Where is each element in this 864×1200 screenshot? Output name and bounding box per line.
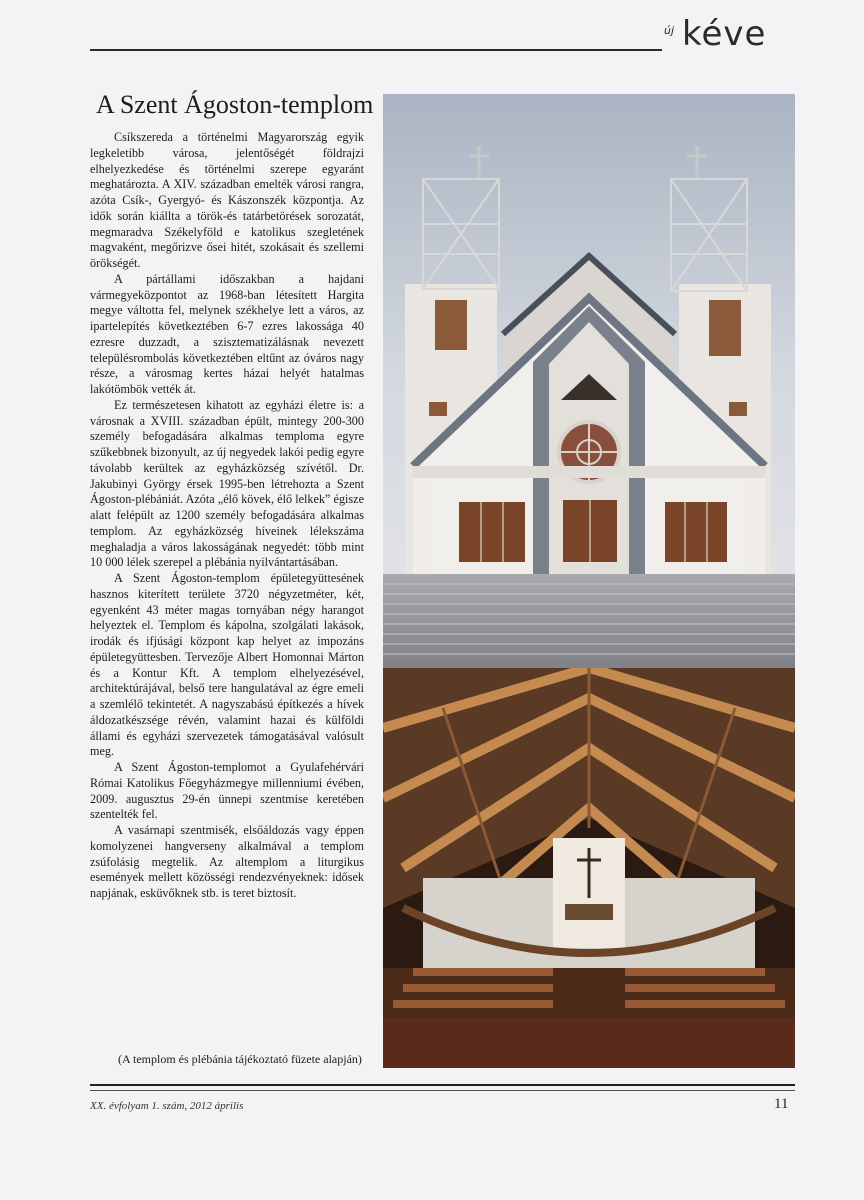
- article-source: (A templom és plébánia tájékoztató füzete alapján): [118, 1052, 362, 1066]
- header-rule: [90, 49, 662, 51]
- church-interior-photo: [383, 668, 795, 1068]
- page-number: 11: [774, 1096, 789, 1112]
- article-paragraph: Csíkszereda a történelmi Magyarország egyik legkeletibb városa, jelentőségét földrajzi elhelyezkedése és történelmi szerepe egyaránt meghatározta. A XIV. században emelték városi rangra, azóta Csík-, Gyergyó- és Kászonszék központja. Az idők során kiállta a török-és tatárbetörések sorozatát, megmaradva Székelyföld e katolikus szegletének magvaként, megőrizve ősei hitét, szokásait és szellemi örökségét.: [90, 130, 364, 270]
- footer-rule-thin: [90, 1090, 795, 1091]
- issue-info: XX. évfolyam 1. szám, 2012 április: [90, 1100, 244, 1112]
- article-paragraph: A Szent Ágoston-templom épületegyüttesének hasznos kiterített területe 3720 négyzetméter, két, egyenként 43 méter magas tornyában négy harangot helyeztek el. Templom és kápolna, szolgálati lakások, irodák és ifjúsági központ kap helyet az impozáns épületegyüttesben. Tervezője Albert Homonnai Márton és a Kontur Kft. A templom elhelyezésével, architektúrájával, belső tere hangulatával az égre emeli a szemlélő tekintetét. A nagyszabású építkezés a hívek áldozatkészsége révén, valamint hazai és külföldi állami és egyházi szervezetek támogatásával valósult meg.: [90, 571, 364, 759]
- logo-main-text: kéve: [682, 14, 767, 54]
- article-paragraph: A Szent Ágoston-templomot a Gyulafehérvári Római Katolikus Főegyházmegye millenniumi évében, 2009. augusztus 29-én ünnepi szentmise keretében szentelték fel.: [90, 760, 364, 822]
- article-paragraph: A pártállami időszakban a hajdani vármegyeközpontot az 1968-ban létesített Hargita megye váltotta fel, melynek székhelye lett a város, az ipartelepítés következtében 6-7 ezres lakossága 40 ezresre duzzadt, a szisztematizálásnak nevezett településrombolás következtében eltűnt az óváros nagy része, a városmag kertes házai helyét hatalmas lakótömbök vették át.: [90, 271, 364, 396]
- article-title: A Szent Ágoston-templom: [96, 90, 374, 119]
- magazine-logo: [664, 14, 794, 62]
- logo-small-text: új: [664, 24, 675, 37]
- article-paragraph: Ez természetesen kihatott az egyházi életre is: a városnak a XVIII. században épült, mintegy 200-300 személy befogadására alkalmas temploma egyre szűkebbnek bizonyult, az új negyedek lakói pedig egyre távolabb kerültek az egyházközség szívétől. Dr. Jakubinyi György érsek 1995-ben létrehozta a Szent Ágoston-plébániát. Azóta „élő kövek, élő lelkek” égisze alatt felépült az 1200 személy befogadására alkalmas templom. Az egyházközség híveinek lélekszáma meghaladja a város lakosságának negyedét: több mint 10 000 lélek szerepel a plébánia nyilvántartásában.: [90, 397, 364, 570]
- church-exterior-photo: [383, 94, 795, 668]
- article-body: [90, 130, 364, 902]
- article-paragraph: A vasárnapi szentmisék, elsőáldozás vagy éppen komolyzenei hangverseny alkalmával a templom zsúfolásig megtelik. Az altemplom a liturgikus események mellett közösségi rendezvényeknek: idősek napjának, esküvőknek stb. is teret biztosít.: [90, 823, 364, 900]
- footer-rule: [90, 1084, 795, 1086]
